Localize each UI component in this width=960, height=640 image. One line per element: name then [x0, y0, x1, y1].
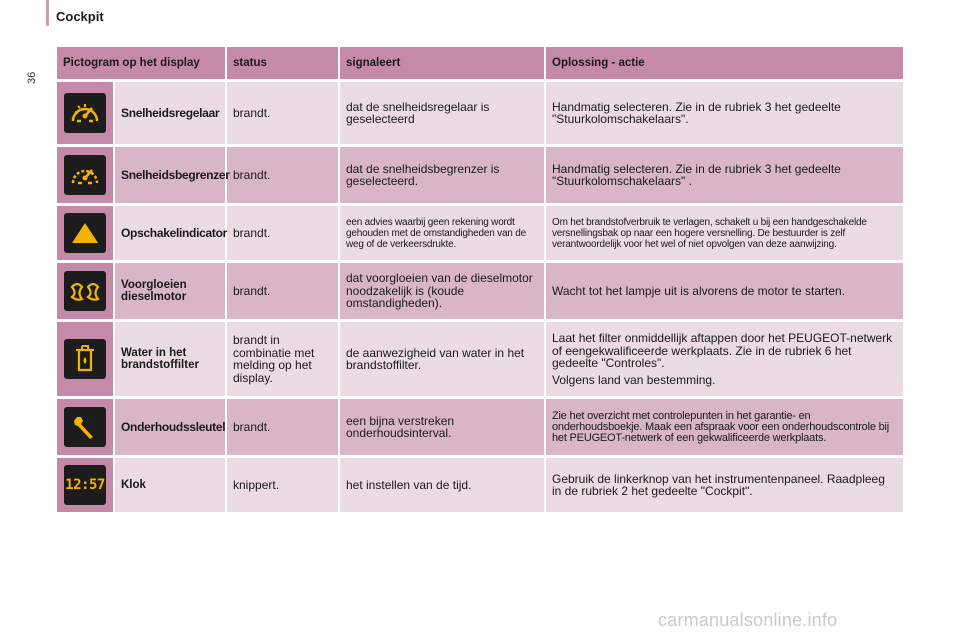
- item-status: knippert.: [227, 458, 340, 512]
- service-wrench-icon: [64, 407, 106, 447]
- pictogram-cell: [57, 263, 115, 319]
- item-status: brandt.: [227, 82, 340, 144]
- pictogram-cell: [57, 458, 115, 512]
- table-row: [57, 458, 903, 512]
- item-action: Laat het filter onmiddellijk aftappen door het PEUGEOT-netwerk of eengekwalificeerde werkplaats. Zie in de rubriek 6 het gedeelte "Controles".: [552, 331, 893, 370]
- pictogram-cell: [57, 82, 115, 144]
- item-status: brandt.: [227, 147, 340, 203]
- page-number: 36: [26, 71, 38, 84]
- item-action: Handmatig selecteren. Zie in de rubriek 3 het gedeelte "Stuurkolomschakelaars" .: [546, 147, 903, 203]
- speed-regulator-icon: [64, 93, 106, 133]
- header-signal: signaleert: [340, 47, 546, 79]
- table-row: [57, 322, 903, 396]
- item-name: Snelheidsbegrenzer: [115, 147, 227, 203]
- item-name: Voorgloeien dieselmotor: [115, 263, 227, 319]
- pictogram-cell: [57, 147, 115, 203]
- item-action: Wacht tot het lampje uit is alvorens de motor te starten.: [546, 263, 903, 319]
- item-action: Gebruik de linkerknop van het instrumentenpaneel. Raadpleeg in de rubriek 2 het gedeelte "Cockpit".: [546, 458, 903, 512]
- item-name: Opschakelindicator: [115, 206, 227, 260]
- water-in-fuel-filter-icon: [64, 339, 106, 379]
- item-action-cell: [546, 322, 903, 396]
- glow-plug-icon: [64, 271, 106, 311]
- item-signal: dat voorgloeien van de dieselmotor noodzakelijk is (koude omstandigheden).: [340, 263, 546, 319]
- item-status: brandt in combinatie met melding op het display.: [227, 322, 340, 396]
- clock-display-icon: [64, 465, 106, 505]
- item-signal: dat de snelheidsregelaar is geselecteerd: [340, 82, 546, 144]
- item-status: brandt.: [227, 263, 340, 319]
- shift-indicator-icon: [64, 213, 106, 253]
- item-signal: een advies waarbij geen rekening wordt gehouden met de omstandigheden van de weg of de verkeersdrukte.: [340, 206, 546, 260]
- speed-limiter-icon: [64, 155, 106, 195]
- section-title: Cockpit: [56, 9, 104, 24]
- table-row: [57, 82, 903, 144]
- item-action-note: Volgens land van bestemming.: [552, 372, 716, 387]
- item-status: brandt.: [227, 399, 340, 455]
- table-header-row: [57, 47, 903, 79]
- warning-lights-table: [57, 44, 903, 515]
- header-pictogram: Pictogram op het display: [57, 47, 227, 79]
- item-name: Water in het brandstoffilter: [115, 322, 227, 396]
- item-action: Zie het overzicht met controlepunten in het garantie- en onderhoudsboekje. Maak een afspraak voor een onderhoudscontrole bij het PEUGEOT-netwerk of een gekwalificeerde werkplaats.: [546, 399, 903, 455]
- item-name: Snelheidsregelaar: [115, 82, 227, 144]
- item-status: brandt.: [227, 206, 340, 260]
- table-row: [57, 147, 903, 203]
- watermark-bottom: carmanualsonline.info: [658, 610, 838, 630]
- section-accent-bar: [46, 0, 49, 26]
- item-signal: dat de snelheidsbegrenzer is geselecteerd.: [340, 147, 546, 203]
- item-action: Handmatig selecteren. Zie in de rubriek 3 het gedeelte "Stuurkolomschakelaars".: [546, 82, 903, 144]
- header-action: Oplossing - actie: [546, 47, 903, 79]
- item-signal: de aanwezigheid van water in het brandstoffilter.: [340, 322, 546, 396]
- item-signal: het instellen van de tijd.: [340, 458, 546, 512]
- table-row: [57, 263, 903, 319]
- item-signal: een bijna verstreken onderhoudsinterval.: [340, 399, 546, 455]
- pictogram-cell: [57, 399, 115, 455]
- header-status: status: [227, 47, 340, 79]
- pictogram-cell: [57, 322, 115, 396]
- item-name: Klok: [115, 458, 227, 512]
- item-name: Onderhoudssleutel: [115, 399, 227, 455]
- item-action: Om het brandstofverbruik te verlagen, schakelt u bij een handgeschakelde versnellingsbak op naar een hogere versnelling. De bestuurder is zelf verantwoordelijk voor het wel of niet opvolgen van deze aanwijzing.: [546, 206, 903, 260]
- table-row: [57, 399, 903, 455]
- clock-digits: 12:57: [65, 476, 105, 493]
- table-row: [57, 206, 903, 260]
- pictogram-cell: [57, 206, 115, 260]
